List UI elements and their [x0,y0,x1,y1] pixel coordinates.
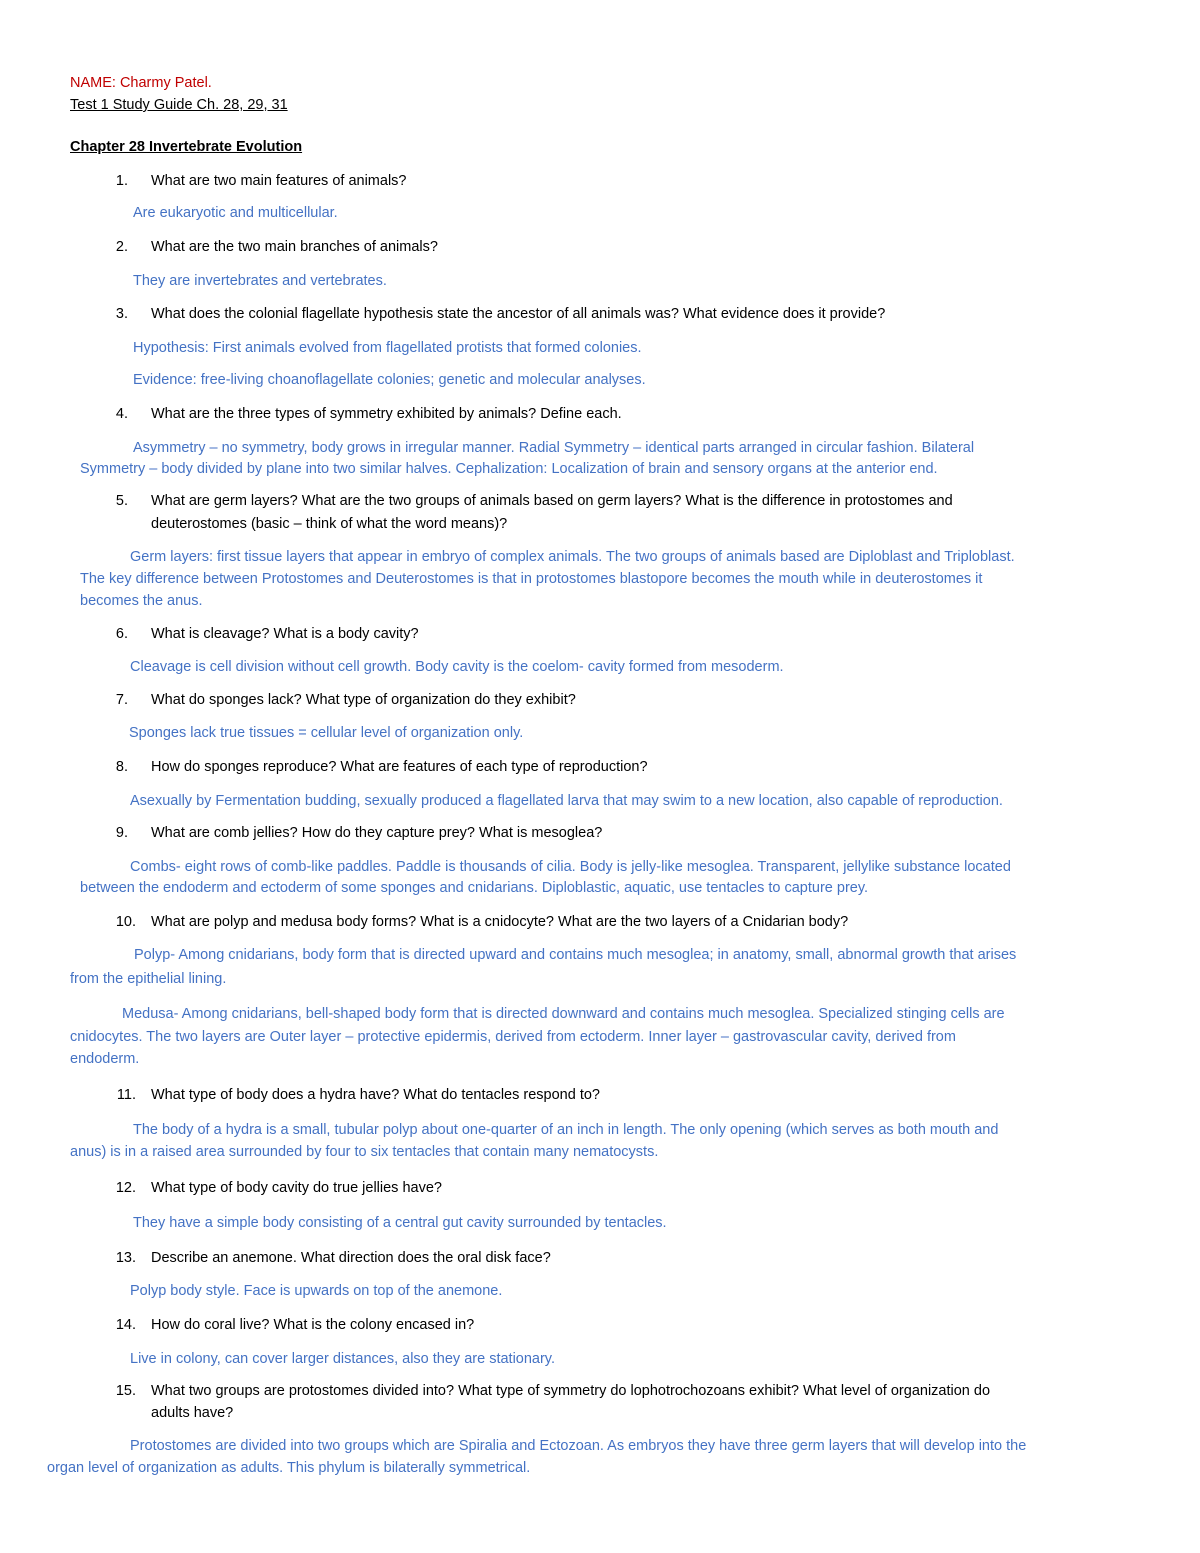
answer-text: Germ layers: first tissue layers that appear in embryo of complex animals. The two groups of animals based are Diploblast and Triploblast. [130,549,1015,565]
question-number: 7. [115,692,128,708]
question-text: What are germ layers? What are the two groups of animals based on germ layers? What is the difference in protostomes and [151,493,953,509]
answer-text: becomes the anus. [80,593,203,609]
answer-text: Polyp- Among cnidarians, body form that is directed upward and contains much mesoglea; in anatomy, small, abnormal growth that arises [134,947,1017,963]
answer-text: Combs- eight rows of comb-like paddles. Paddle is thousands of cilia. Body is jelly-like mesoglea. Transparent, jellylike substance located [130,859,1011,875]
question-number: 4. [115,406,128,422]
answer-text: Symmetry – body divided by plane into two similar halves. Cephalization: Localization of brain and sensory organs at the anterior end. [80,461,938,477]
answer-text: Hypothesis: First animals evolved from flagellated protists that formed colonies. [133,340,642,356]
answer-text: They have a simple body consisting of a central gut cavity surrounded by tentacles. [133,1215,667,1231]
chapter-heading: Chapter 28 Invertebrate Evolution [70,139,303,155]
question-text: What is cleavage? What is a body cavity? [151,626,419,642]
answer-text: anus) is in a raised area surrounded by four to six tentacles that contain many nematocysts. [70,1144,659,1160]
question-number: 15. [115,1383,136,1399]
question-text: What are the three types of symmetry exhibited by animals? Define each. [151,406,622,422]
answer-text: The body of a hydra is a small, tubular polyp about one-quarter of an inch in length. The only opening (which serves as both mouth and [133,1122,999,1138]
question-number: 8. [115,759,128,775]
answer-text: endoderm. [70,1051,140,1067]
question-number: 2. [115,239,128,255]
student-name: NAME: Charmy Patel. [70,75,212,91]
question-number: 3. [115,306,128,322]
question-text: What two groups are protostomes divided into? What type of symmetry do lophotrochozoans exhibit? What level of organization do [151,1383,991,1399]
question-number: 1. [115,173,128,189]
answer-text: Asymmetry – no symmetry, body grows in irregular manner. Radial Symmetry – identical parts arranged in circular fashion. Bilateral [133,440,975,456]
answer-text: Are eukaryotic and multicellular. [133,205,338,221]
question-text: What are the two main branches of animals? [151,239,438,255]
question-text: deuterostomes (basic – think of what the word means)? [151,516,508,532]
question-text: What are comb jellies? How do they capture prey? What is mesoglea? [151,825,603,841]
question-number: 11. [116,1087,136,1103]
question-text: What type of body cavity do true jellies have? [151,1180,442,1196]
answer-text: between the endoderm and ectoderm of some sponges and cnidarians. Diploblastic, aquatic, use tentacles to capture prey. [80,880,869,896]
question-number: 12. [115,1180,136,1196]
question-text: Describe an anemone. What direction does the oral disk face? [151,1250,551,1266]
question-text: What type of body does a hydra have? What do tentacles respond to? [151,1087,600,1103]
question-number: 13. [115,1250,136,1266]
question-text: How do coral live? What is the colony encased in? [151,1317,475,1333]
page-title: Test 1 Study Guide Ch. 28, 29, 31 [70,97,288,113]
answer-text: from the epithelial lining. [70,971,227,987]
question-text: What do sponges lack? What type of organization do they exhibit? [151,692,576,708]
question-text: What are two main features of animals? [151,173,407,189]
answer-text: Cleavage is cell division without cell growth. Body cavity is the coelom- cavity formed from mesoderm. [130,659,784,675]
question-number: 14. [115,1317,136,1333]
question-number: 10. [115,914,136,930]
answer-text: Medusa- Among cnidarians, bell-shaped body form that is directed downward and contains much mesoglea. Specialized stinging cells are [122,1006,1005,1022]
answer-text: Live in colony, can cover larger distances, also they are stationary. [130,1351,556,1367]
question-text: adults have? [151,1405,234,1421]
question-number: 6. [115,626,128,642]
answer-text: The key difference between Protostomes and Deuterostomes is that in protostomes blastopore becomes the mouth while in deuterostomes it [80,571,983,587]
question-text: What does the colonial flagellate hypothesis state the ancestor of all animals was? What evidence does it provide? [151,306,886,322]
question-text: How do sponges reproduce? What are features of each type of reproduction? [151,759,648,775]
answer-text: organ level of organization as adults. This phylum is bilaterally symmetrical. [47,1460,531,1476]
answer-text: Protostomes are divided into two groups which are Spiralia and Ectozoan. As embryos they have three germ layers that will develop into the [130,1438,1027,1454]
question-number: 5. [115,493,128,509]
answer-text: Evidence: free-living choanoflagellate colonies; genetic and molecular analyses. [133,372,646,388]
question-number: 9. [115,825,128,841]
answer-text: They are invertebrates and vertebrates. [133,273,387,289]
question-text: What are polyp and medusa body forms? What is a cnidocyte? What are the two layers of a Cnidarian body? [151,914,849,930]
answer-text: Sponges lack true tissues = cellular level of organization only. [129,725,524,741]
answer-text: cnidocytes. The two layers are Outer layer – protective epidermis, derived from ectoderm. Inner layer – gastrovascular cavity, derived from [70,1029,956,1045]
answer-text: Asexually by Fermentation budding, sexually produced a flagellated larva that may swim to a new location, also capable of reproduction. [130,793,1003,809]
answer-text: Polyp body style. Face is upwards on top of the anemone. [130,1283,503,1299]
